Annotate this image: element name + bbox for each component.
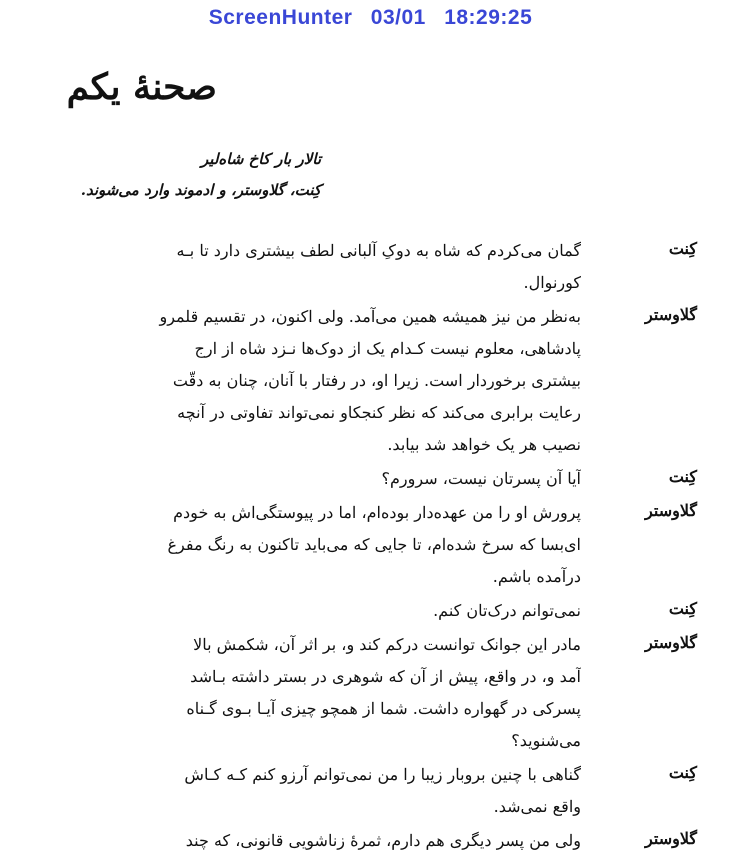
speech-line: بیشتری برخوردار است. زیرا او، در رفتار با آنان، چنان به دقّت bbox=[172, 371, 581, 390]
speech-line: پسرکی در گهواره داشت. شما از همچو چیزی آیـا بـوی گـناه bbox=[186, 699, 581, 718]
speech-line: درآمده باشم. bbox=[492, 567, 581, 586]
setting-place: تالار بار کاخ شاه‌لیر bbox=[201, 150, 321, 168]
speaker-name: گلاوستر bbox=[645, 633, 697, 652]
speech-line: نصیب هر یک خواهد شد بیابد. bbox=[387, 435, 581, 454]
speech-line: نمی‌توانم درک‌تان کنم. bbox=[433, 601, 581, 620]
speech-line: می‌شنوید؟ bbox=[511, 731, 581, 750]
speech-line: رعایت برابری می‌کند که نظر کنجکاو نمی‌تواند تفاوتی در آنچه bbox=[177, 403, 581, 422]
stamp-time: 18:29:25 bbox=[444, 6, 533, 29]
speech-line: به‌نظر من نیز همیشه همین می‌آمد. ولی اکنون، در تقسیم قلمرو bbox=[159, 307, 581, 326]
speech bbox=[0, 825, 741, 857]
speech-text bbox=[21, 595, 581, 627]
speech-line: آیا آن پسرتان نیست، سرورم؟ bbox=[381, 469, 581, 488]
speech-text bbox=[21, 235, 581, 299]
speech bbox=[0, 629, 741, 757]
speech bbox=[0, 595, 741, 627]
speaker-name: کِنت bbox=[668, 467, 697, 486]
speech-text bbox=[21, 825, 581, 857]
speech bbox=[0, 759, 741, 823]
speech-line: کورنوال. bbox=[523, 273, 581, 292]
speaker-name: گلاوستر bbox=[645, 501, 697, 520]
scene-title: صحنهٔ یکم bbox=[66, 66, 217, 108]
speech-line: پادشاهی، معلوم نیست کـدام یک از دوک‌ها نـزد شاه از ارج bbox=[194, 339, 581, 358]
screenhunter-stamp bbox=[0, 6, 741, 30]
speaker-name: کِنت bbox=[668, 239, 697, 258]
speech-line: گمان می‌کردم که شاه به دوکِ آلبانی لطف بیشتری دارد تا بـه bbox=[176, 241, 581, 260]
speech-text bbox=[21, 301, 581, 461]
speech-text bbox=[21, 463, 581, 495]
speech-text bbox=[21, 629, 581, 757]
speaker-name: گلاوستر bbox=[645, 829, 697, 848]
speaker-name: کِنت bbox=[668, 763, 697, 782]
dialogue bbox=[0, 235, 741, 859]
speech bbox=[0, 497, 741, 593]
speech-line: پرورش او را من عهده‌دار بوده‌ام، اما در پیوستگی‌اش به خودم bbox=[173, 503, 581, 522]
speech-line: مادر این جوانک توانست درکم کند و، بر اثر آن، شکمش بالا bbox=[193, 635, 581, 654]
speech-line: واقع نمی‌شد. bbox=[493, 797, 581, 816]
speech-line: ولی من پسر دیگری هم دارم، ثمرهٔ زناشویی قانونی، که چند bbox=[185, 831, 581, 850]
setting-entrance: کِنت، گلاوستر، و ادموند وارد می‌شوند. bbox=[80, 181, 321, 199]
speech-text bbox=[21, 759, 581, 823]
speech bbox=[0, 301, 741, 461]
speech-line: ای‌بسا که سرخ شده‌ام، تا جایی که می‌باید تاکنون به رنگ مفرغ bbox=[167, 535, 581, 554]
speech bbox=[0, 463, 741, 495]
speech-line: گناهی با چنین بروبار زیبا را من نمی‌توانم آرزو کنم کـه کـاش bbox=[184, 765, 581, 784]
speaker-name: کِنت bbox=[668, 599, 697, 618]
stamp-app: ScreenHunter bbox=[208, 6, 353, 29]
speech bbox=[0, 235, 741, 299]
speaker-name: گلاوستر bbox=[645, 305, 697, 324]
speech-line: آمد و، در واقع، پیش از آن که شوهری در بستر داشته بـاشد bbox=[190, 667, 581, 686]
stamp-date: 03/01 bbox=[370, 6, 426, 29]
speech-text bbox=[21, 497, 581, 593]
